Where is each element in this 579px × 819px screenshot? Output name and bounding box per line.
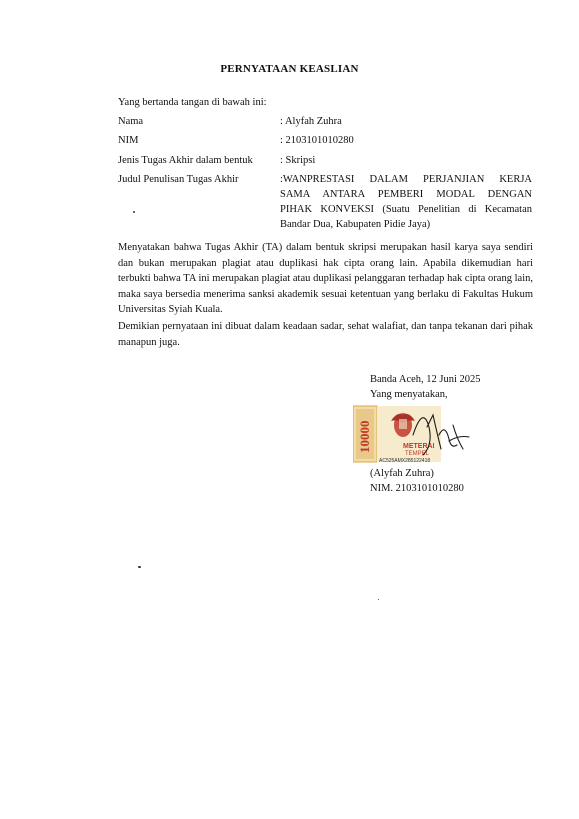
signer-name: (Alyfah Zuhra): [370, 468, 434, 479]
stamp-value: 10000: [357, 420, 372, 453]
meterai-stamp: [353, 405, 445, 464]
stamp-graphic: [353, 405, 478, 465]
signature-role: Yang menyatakan,: [370, 389, 448, 400]
field-value-judul: [280, 172, 532, 232]
stamp-label-2: TEMPEL: [405, 451, 430, 457]
judul-line: PIHAK KONVEKSI (Suatu Penelitian di Kecamatan: [280, 204, 532, 215]
judul-line: Bandar Dua, Kabupaten Pidie Jaya): [280, 219, 431, 230]
stamp-label-1: METERAI: [403, 443, 435, 450]
speck: [133, 211, 135, 213]
page-title: PERNYATAAN KEASLIAN: [220, 63, 359, 75]
place-date: Banda Aceh, 12 Juni 2025: [370, 374, 481, 385]
statement-paragraph: Menyatakan bahwa Tugas Akhir (TA) dalam bentuk skripsi merupakan hasil karya saya sendiri dan bukan merupakan plagiat atau duplikasi hak cipta orang lain. Apabila dikemudian hari terbukti bahwa TA ini merupakan plagiat atau duplikasi pelanggaran terhadap hak cipta orang lain, maka saya bersedia menerima sanksi akademik sesuai ketentuan yang berlaku di Fakultas Hukum Universitas Syiah Kuala.: [118, 242, 533, 316]
stamp-serial: AC525AMX285122418: [379, 458, 431, 464]
speck: [378, 599, 379, 600]
field-value-nim: : 2103101010280: [280, 135, 354, 146]
field-label-judul: Judul Penulisan Tugas Akhir: [118, 174, 239, 185]
judul-line: SAMA ANTARA PEMBERI MODAL DENGAN: [280, 189, 532, 200]
judul-line: :WANPRESTASI DALAM PERJANJIAN KERJA: [280, 174, 532, 185]
intro-text: Yang bertanda tangan di bawah ini:: [118, 97, 267, 108]
speck: [138, 566, 141, 568]
field-label-nim: NIM: [118, 135, 139, 146]
field-value-jenis: : Skripsi: [280, 155, 316, 166]
field-label-nama: Nama: [118, 116, 144, 127]
field-label-jenis: Jenis Tugas Akhir dalam bentuk: [118, 155, 253, 166]
field-value-nama: : Alyfah Zuhra: [280, 116, 342, 127]
signer-nim: NIM. 2103101010280: [370, 483, 464, 494]
closing-paragraph: Demikian pernyataan ini dibuat dalam keadaan sadar, sehat walafiat, dan tanpa tekanan dari pihak manapun juga.: [118, 321, 533, 348]
